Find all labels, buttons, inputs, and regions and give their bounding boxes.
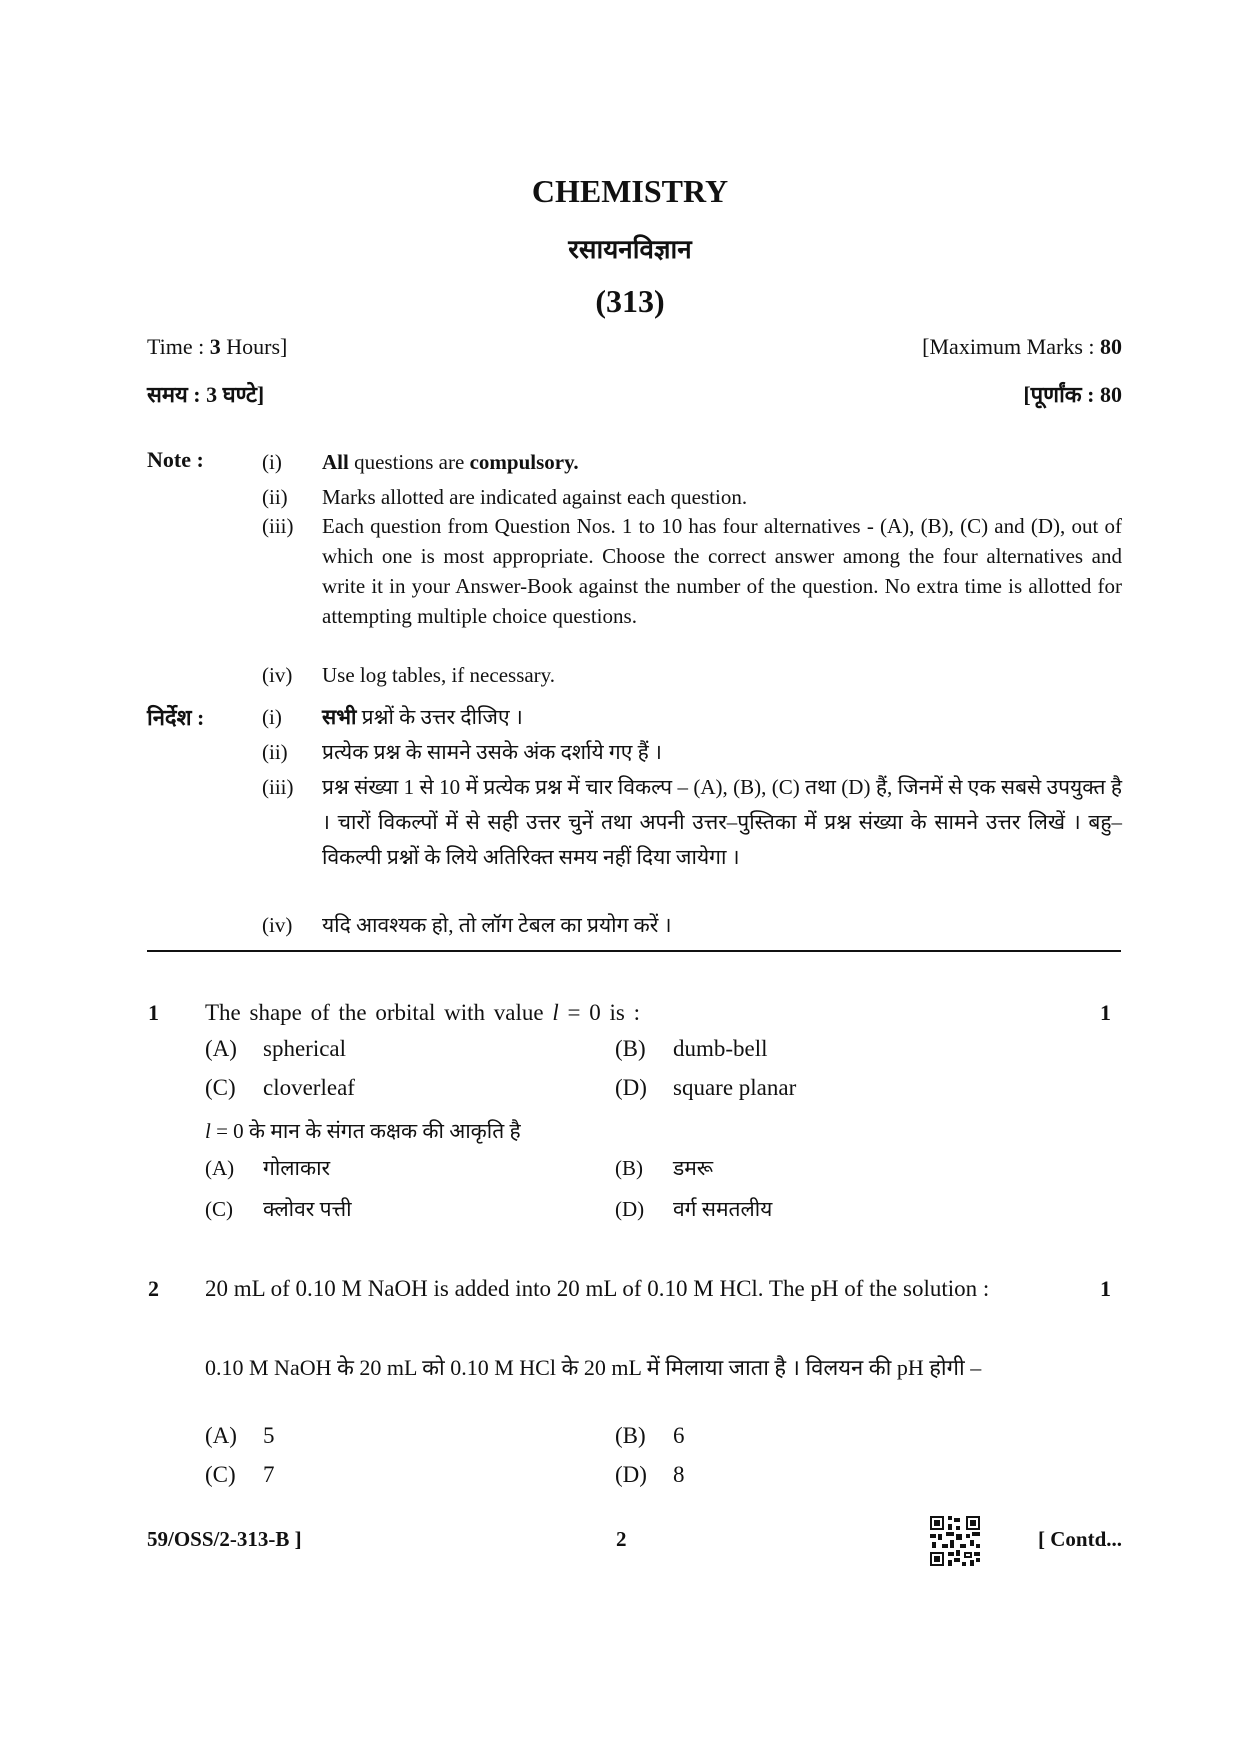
max-marks-hindi: [पूर्णांक : 80	[1023, 382, 1122, 407]
q1-option-c-hindi: (C) क्लोवर पत्ती	[205, 1197, 352, 1221]
q2-option-a: (A) 5	[205, 1423, 275, 1448]
max-marks-english: [Maximum Marks : 80	[922, 334, 1122, 359]
q2-option-c: (C) 7	[205, 1462, 275, 1487]
note-label-hindi: निर्देश :	[147, 705, 205, 730]
question-1-marks: 1	[1100, 1000, 1111, 1025]
section-divider	[147, 950, 1121, 952]
title-hindi: रसायनविज्ञान	[568, 235, 692, 264]
subject-code: (313)	[595, 283, 665, 319]
q2-option-b: (B) 6	[615, 1423, 685, 1448]
page-number: 2	[616, 1527, 627, 1551]
question-2-marks: 1	[1100, 1276, 1111, 1301]
qr-code-icon	[930, 1516, 980, 1566]
question-2-text-hindi: 0.10 M NaOH के 20 mL को 0.10 M HCl के 20 mL में मिलाया जाता है । विलयन की pH होगी –	[205, 1355, 982, 1380]
q2-option-d: (D) 8	[615, 1462, 685, 1487]
q1-option-d-english: (D) square planar	[615, 1075, 797, 1100]
question-2-number: 2	[148, 1276, 159, 1301]
question-1-text-english: The shape of the orbital with value l = 0 is :	[205, 1000, 640, 1025]
q1-option-d-hindi: (D) वर्ग समतलीय	[615, 1197, 773, 1221]
title-english: CHEMISTRY	[531, 173, 729, 209]
q1-option-a-english: (A) spherical	[205, 1036, 347, 1061]
paper-code: 59/OSS/2-313-B ]	[147, 1527, 302, 1551]
question-1-text-hindi: l = 0 के मान के संगत कक्षक की आकृति है	[205, 1119, 521, 1143]
q1-option-c-english: (C) cloverleaf	[205, 1075, 355, 1100]
question-1-number: 1	[148, 1000, 159, 1025]
continued-label: [ Contd...	[1037, 1527, 1122, 1551]
time-english: Time : 3 Hours]	[147, 334, 288, 359]
time-hindi: समय : 3 घण्टे]	[147, 382, 265, 407]
q1-option-a-hindi: (A) गोलाकार	[205, 1156, 331, 1180]
q1-option-b-hindi: (B) डमरू	[615, 1156, 714, 1180]
q1-option-b-english: (B) dumb-bell	[615, 1036, 768, 1061]
exam-page: CHEMISTRY रसायनविज्ञान (313) Time : 3 Hours] [Maximum Marks : 80 समय : 3 घण्टे] [पूर्णांक : 80 Note : (i) All questions are compulsory. (ii) Marks allotted are indicated against each question. (iii) Each question from Question Nos. 1 to 10 has four alternatives - (A), (B), (C) and (D), out of which one is most appropriate. Choose the correct answer among the four alternatives and write it in your Answer-Book against the number of the question. No extra time is allotted for attempting multiple choice questions. (iv) Use log tables, if necessary. निर्देश : (i) सभी प्रश्नों के उत्तर दीजिए । (ii) प्रत्येक प्रश्न के सामने उसके अंक दर्शाये गए हैं । (iii) प्रश्न संख्या 1 से 10 में प्रत्येक प्रश्न में चार विकल्प – (A), (B), (C) तथा (D) हैं, जिनमें से एक सबसे उपयुक्त है । चारों विकल्पों में से सही उत्तर चुनें तथा अपनी उत्तर–पुस्तिका में प्रश्न संख्या के सामने उत्तर लिखें । बहु–विकल्पी प्रश्नों के लिये अतिरिक्त समय नहीं दिया जायेगा । (iv) यदि आवश्यक हो, तो लॉग टेबल का प्रयोग करें । 1 1 The shape of the orbital with value l = 0 is : (A) spherical (B) dumb-bell (C) cloverleaf (D) square planar l = 0 के मान के संगत कक्षक की आकृति है (A) गोलाकार (B) डमरू (C) क्लोवर पत्ती (D) वर्ग समतलीय 2 1 20 mL of 0.10 M NaOH is added into 20 mL of 0.10 M HCl. The pH of the solution : 0.10 M NaOH के 20 mL को 0.10 M HCl के 20 mL में मिलाया जाता है । विलयन की pH होगी – (A) 5 (B) 6 (C) 7 (D) 8 59/OSS/2-313-B ] 2 [ Contd...	[0, 0, 1240, 1753]
question-2-text-english: 20 mL of 0.10 M NaOH is added into 20 mL of 0.10 M HCl. The pH of the solution :	[205, 1276, 990, 1301]
note-label-english: Note :	[147, 447, 204, 472]
